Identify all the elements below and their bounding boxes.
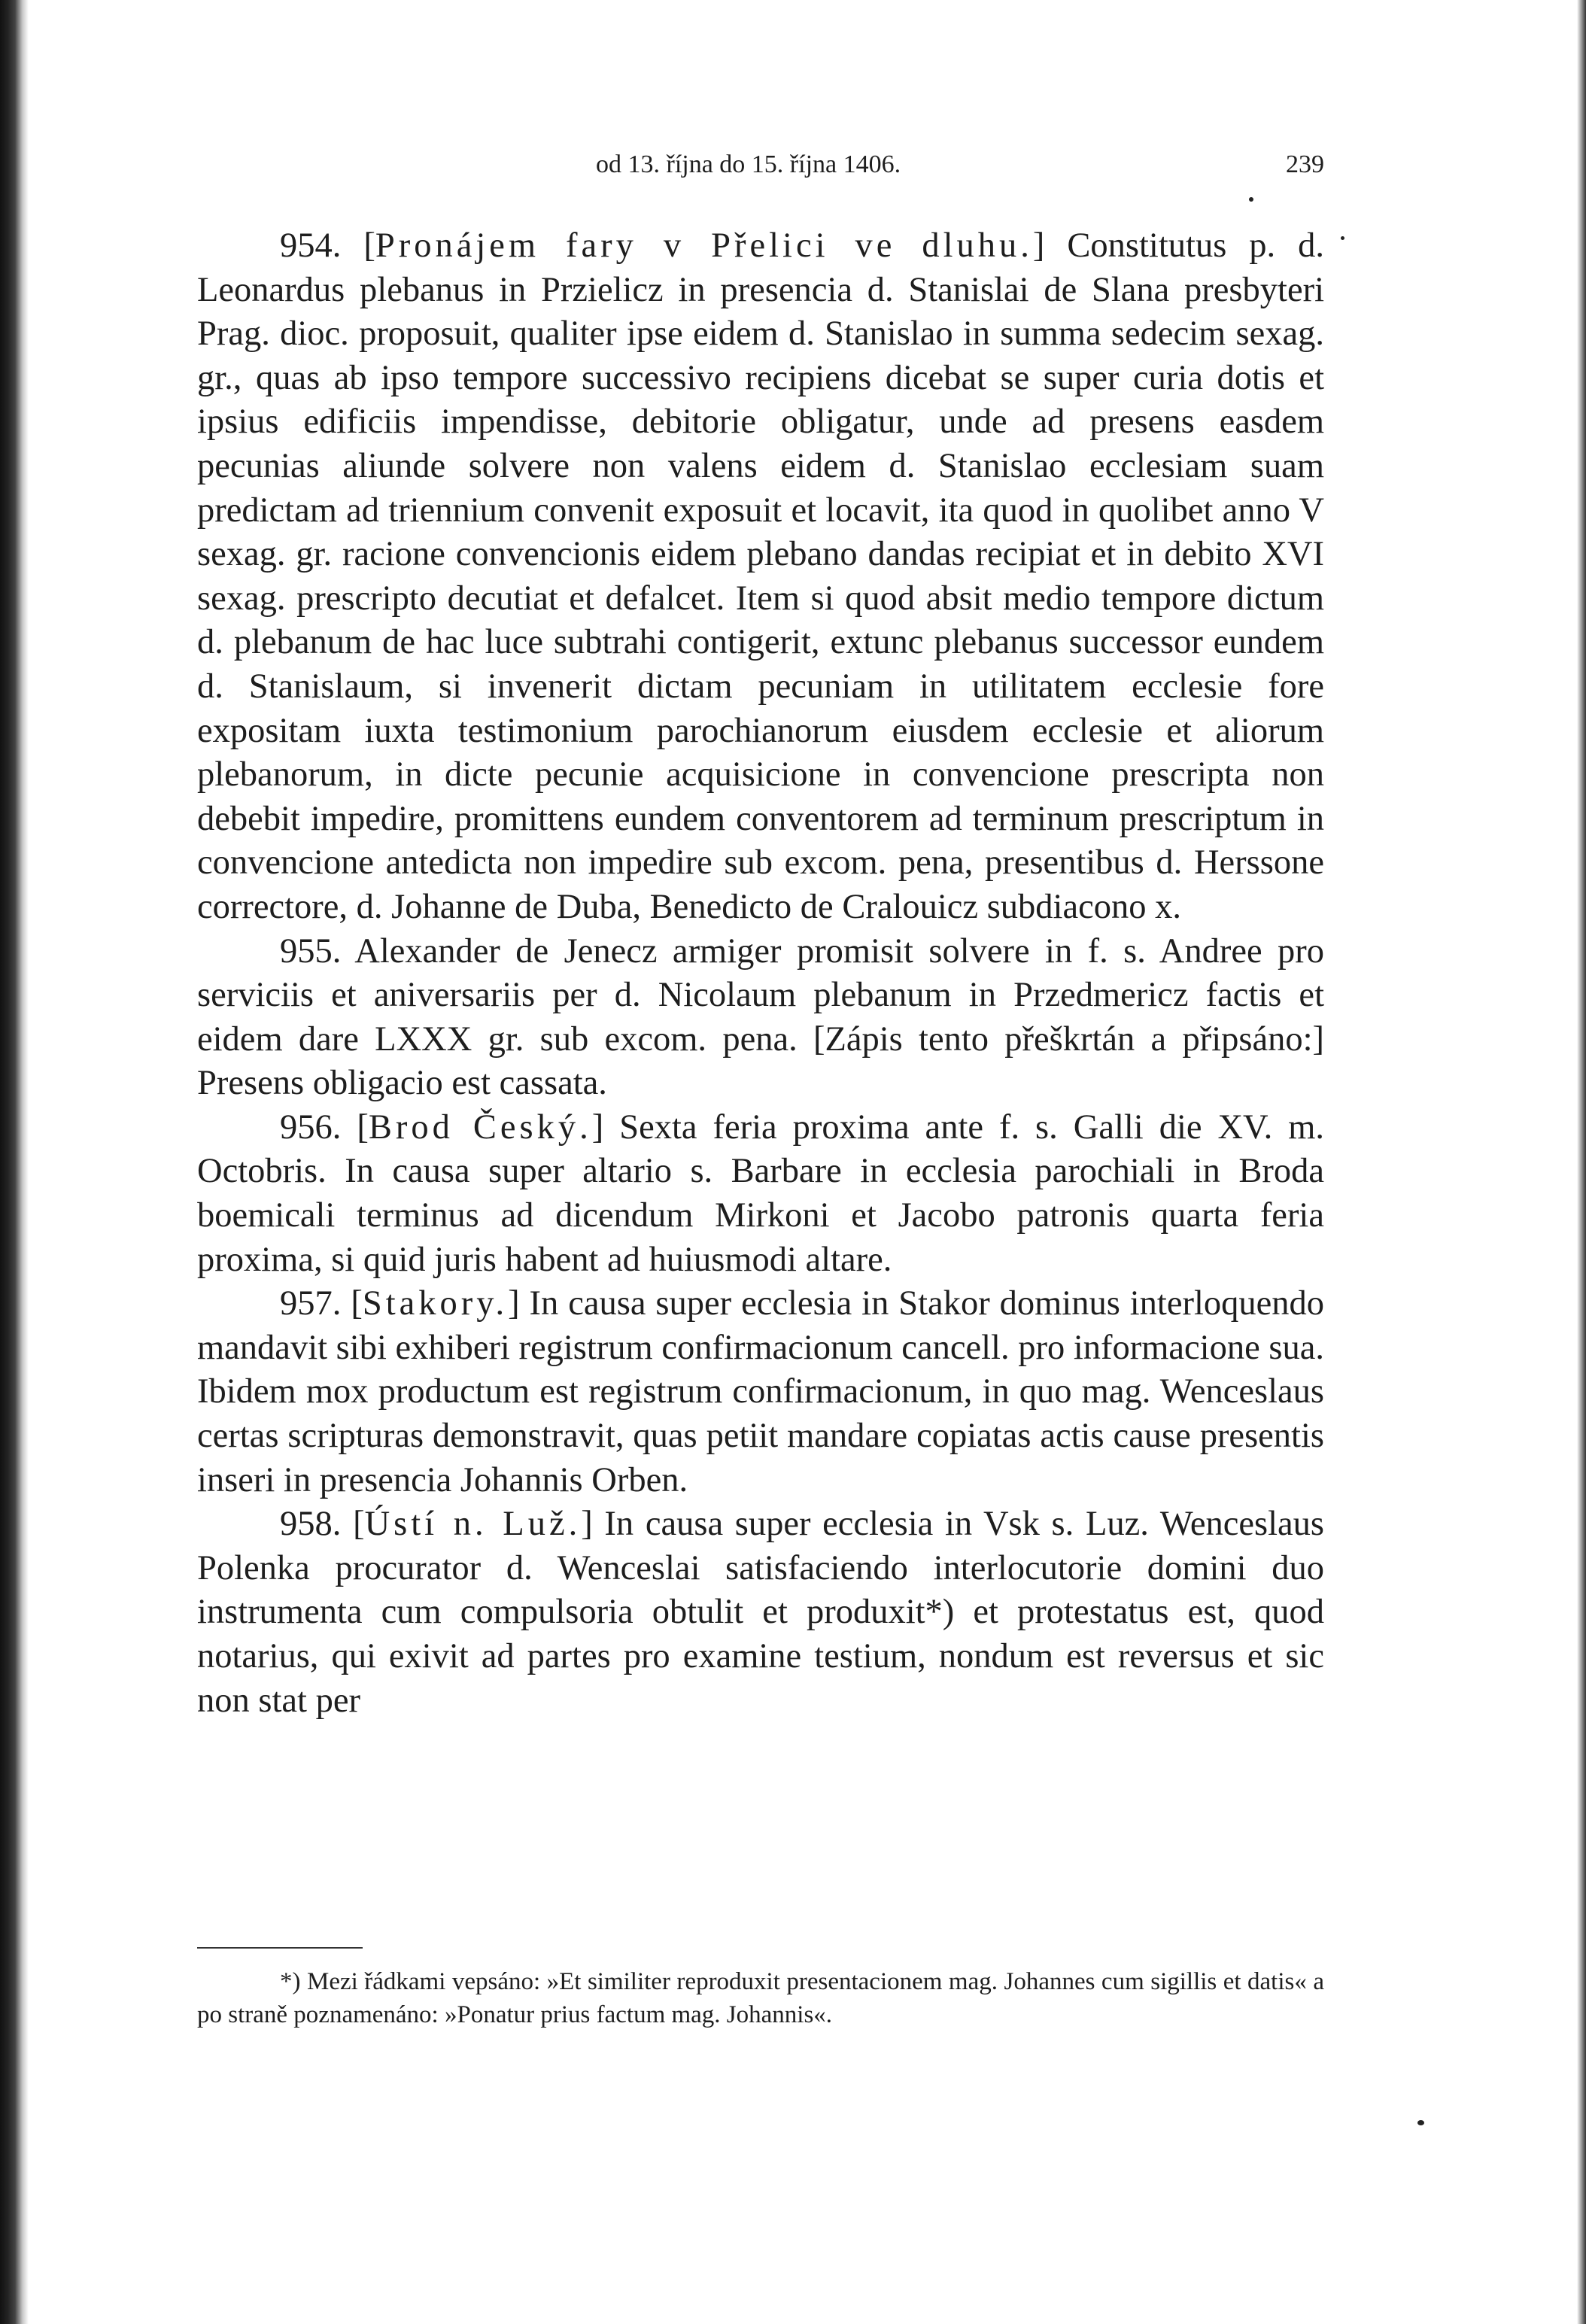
- entry-number: 956.: [280, 1107, 342, 1147]
- scan-edge-right: [1577, 0, 1586, 2324]
- entry-text: Sexta feria proxima ante f. s. Galli die XV. m. Octobris. In causa super altario s. Barbare in ecclesia parochiali in Broda boemicali terminus ad dicendum Mirkoni et Jacobo patronis quarta feria proxima, si quid juris habent ad huiusmodi altare.: [197, 1107, 1325, 1279]
- heading-close-bracket: ]: [508, 1284, 520, 1323]
- heading-open-bracket: [: [357, 1107, 369, 1147]
- entry-text: In causa super ecclesia in Stakor dominus interloquendo mandavit sibi exhiberi registrum confirmacionum cancell. pro informacione sua. Ibidem mox productum est registrum confirmacionum, in quo mag. Wenceslaus certas scripturas demonstravit, quas petiit mandare copiatas actis cause presentis inseri in presencia Johannis Orben.: [197, 1284, 1325, 1499]
- entry-957: [197, 1282, 1324, 1502]
- body-text: [197, 224, 1324, 1723]
- entry-number: 958.: [280, 1505, 342, 1544]
- footnote-divider: [197, 1947, 363, 1949]
- entry-heading: Stakory.: [362, 1284, 509, 1323]
- scan-speck: [1417, 2120, 1424, 2125]
- entry-number: 955.: [280, 931, 342, 971]
- heading-open-bracket: [: [353, 1505, 365, 1544]
- footnote: [197, 1965, 1324, 2031]
- scan-speck: [1341, 236, 1344, 240]
- scan-speck: [1249, 197, 1253, 202]
- footnote-text: *) Mezi řádkami vepsáno: »Et similiter reproduxit presentacionem mag. Johannes cum sigillis et datis« a po straně poznamenáno: »Ponatur prius factum mag. Johannis«.: [197, 1968, 1324, 2028]
- entry-heading: Pronájem fary v Přelici ve dluhu.: [375, 226, 1033, 265]
- entry-number: 954.: [280, 226, 342, 265]
- entry-954: [197, 224, 1324, 930]
- entry-text: In causa super ecclesia in Vsk s. Luz. Wenceslaus Polenka procurator d. Wenceslai satisfaciendo interlocutorie domini duo instrumenta cum compulsoria obtulit et produxit*) et protestatus est, quod notarius, qui exivit ad partes pro examine testium, nondum est reversus et sic non stat per: [197, 1505, 1325, 1720]
- entry-heading: Ústí n. Luž.: [364, 1505, 582, 1544]
- entry-956: [197, 1106, 1324, 1282]
- entry-958: [197, 1502, 1324, 1723]
- heading-open-bracket: [: [351, 1284, 363, 1323]
- entry-heading: Brod Český.: [368, 1107, 592, 1147]
- entry-number: 957.: [280, 1284, 342, 1323]
- running-title: od 13. října do 15. října 1406.: [596, 150, 901, 178]
- heading-close-bracket: ]: [591, 1107, 604, 1147]
- scan-edge-left: [0, 0, 29, 2324]
- entry-text: Constitutus p. d. Leonardus plebanus in Przielicz in presencia d. Stanislai de Slana presbyteri Prag. dioc. proposuit, qualiter ipse eidem d. Stanislao in summa sedecim sexag. gr., quas ab ipso tempore successivo recipiens dicebat se super curia dotis et ipsius edificiis impendisse, debitorie obligatur, unde ad presens easdem pecunias aliunde solvere non valens eidem d. Stanislao ecclesiam suam predictam ad triennium convenit exposuit et locavit, ita quod in quolibet anno V sexag. gr. racione convencionis eidem plebano dandas recipiat et in debito XVI sexag. prescripto decutiat et defalcet. Item si quod absit medio tempore dictum d. plebanum de hac luce subtrahi contigerit, extunc plebanus successor eundem d. Stanislaum, si invenerit dictam pecuniam in utilitatem ecclesie fore expositam iuxta testimonium parochianorum eiusdem ecclesie et aliorum plebanorum, in dicte pecunie acquisicione in convencione prescripta non debebit impedire, promittens eundem conventorem ad terminum prescriptum in convencione antedicta non impedire sub excom. pena, presentibus d. Herssone correctore, d. Johanne de Duba, Benedicto de Cralouicz subdiacono x.: [197, 226, 1325, 926]
- page-header: [197, 144, 1324, 190]
- heading-close-bracket: ]: [1032, 226, 1045, 265]
- entry-text: Alexander de Jenecz armiger promisit solvere in f. s. Andree pro serviciis et aniversariis per d. Nicolaum plebanum in Przedmericz factis et eidem dare LXXX gr. sub excom. pena. [Zápis tento přeškrtán a připsáno:] Presens obligacio est cassata.: [197, 931, 1325, 1103]
- page-number: 239: [1286, 150, 1324, 178]
- heading-open-bracket: [: [363, 226, 375, 265]
- entry-955: [197, 930, 1324, 1106]
- heading-close-bracket: ]: [581, 1505, 593, 1544]
